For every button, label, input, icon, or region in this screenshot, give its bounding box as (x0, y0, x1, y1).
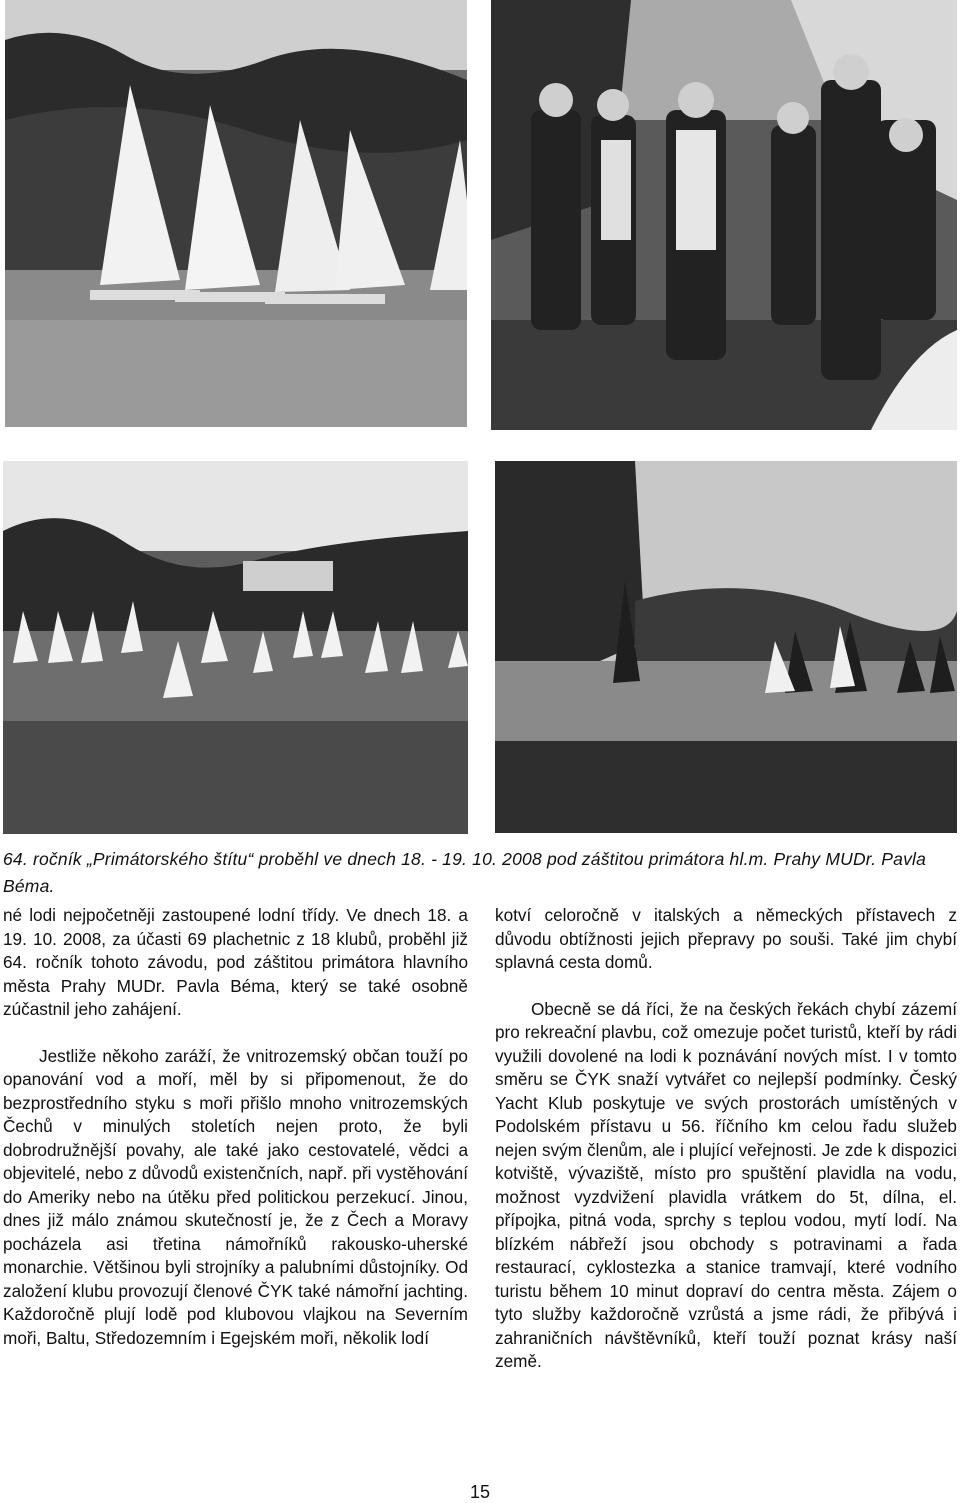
right-column (495, 904, 957, 1374)
photo-sailboats (5, 0, 467, 427)
photo-caption: 64. ročník „Primátorského štítu“ proběhl ve dnech 18. - 19. 10. 2008 pod záštitou primátora hl.m. Prahy MUDr. Pavla Béma. (3, 849, 927, 896)
left-column (3, 904, 468, 1350)
left-paragraph-2: Jestliže někoho zaráží, že vnitrozemský občan touží po opanování vod a moří, měl by si připomenout, že do bezprostředního styku s moři přišlo mnoho vnitrozemských Čechů v minulých stoletích nejen proto, že byli dobrodružnější povahy, ale také jako cestovatelé, vědci a objevitelé, nebo z důvodů existenčních, např. při vystěhování do Ameriky nebo na útěku před politickou perzekucí. Jinou, dnes již málo známou skutečností je, že z Čech a Moravy pocházela asi třetina námořníků rakousko-uherské monarchie. Většinou byli strojníky a palubními důstojníky. Od založení klubu provozují členové ČYK také námořní jachting. Každoročně plují lodě pod klubovou vlajkou na Severním moři, Baltu, Středozemním i Egejském moři, několik lodí (3, 1045, 468, 1348)
right-paragraph-1: kotví celoročně v italských a německých přístavech z důvodu obtížnosti jejich přepravy po souši. Také jim chybí splavná cesta domů. (495, 905, 957, 972)
page-number: 15 (469, 1482, 491, 1502)
right-paragraph-2: Obecně se dá říci, že na českých řekách chybí zázemí pro rekreační plavbu, což omezuje počet turistů, kteří by rádi využili dovolené na lodi k poznávání nových míst. I v tomto směru se ČYK snaží vytvářet co nejlepší podmínky. Český Yacht Klub poskytuje ve svých prostorách umístěných v Podolském přístavu u 56. říčního km celou řadu služeb nejen svým členům, ale i plující veřejnosti. Je zde k dispozici kotviště, vývaziště, místo pro spuštění plavidla na vodu, možnost vyzdvižení plavidla vrátkem do 5t, dílna, el. přípojka, pitná voda, sprchy s teplou vodou, mytí lodí. Na blízkém nábřeží jsou obchody s potravinami a řada restaurací, cyklostezka a stanice tramvají, které vodního turistu během 10 minut dopraví do centra města. Zájem o tyto služby každoročně vzrůstá a jsme rádi, že přibývá i zahraničních návštěvníků, kteří touží poznat krásy naší země. (495, 998, 957, 1371)
left-paragraph-1: né lodi nejpočetněji zastoupené lodní třídy. Ve dnech 18. a 19. 10. 2008, za účasti 69 plachetnic z 18 klubů, proběhl již 64. ročník tohoto závodu, pod záštitou primátora hlavního města Prahy MUDr. Pavla Béma, který se také osobně zúčastnil jeho zahájení. (3, 905, 468, 1019)
photo-group-of-people (491, 0, 957, 430)
photo-sailing-fleet (3, 461, 468, 834)
photo-river-regatta (495, 461, 957, 833)
